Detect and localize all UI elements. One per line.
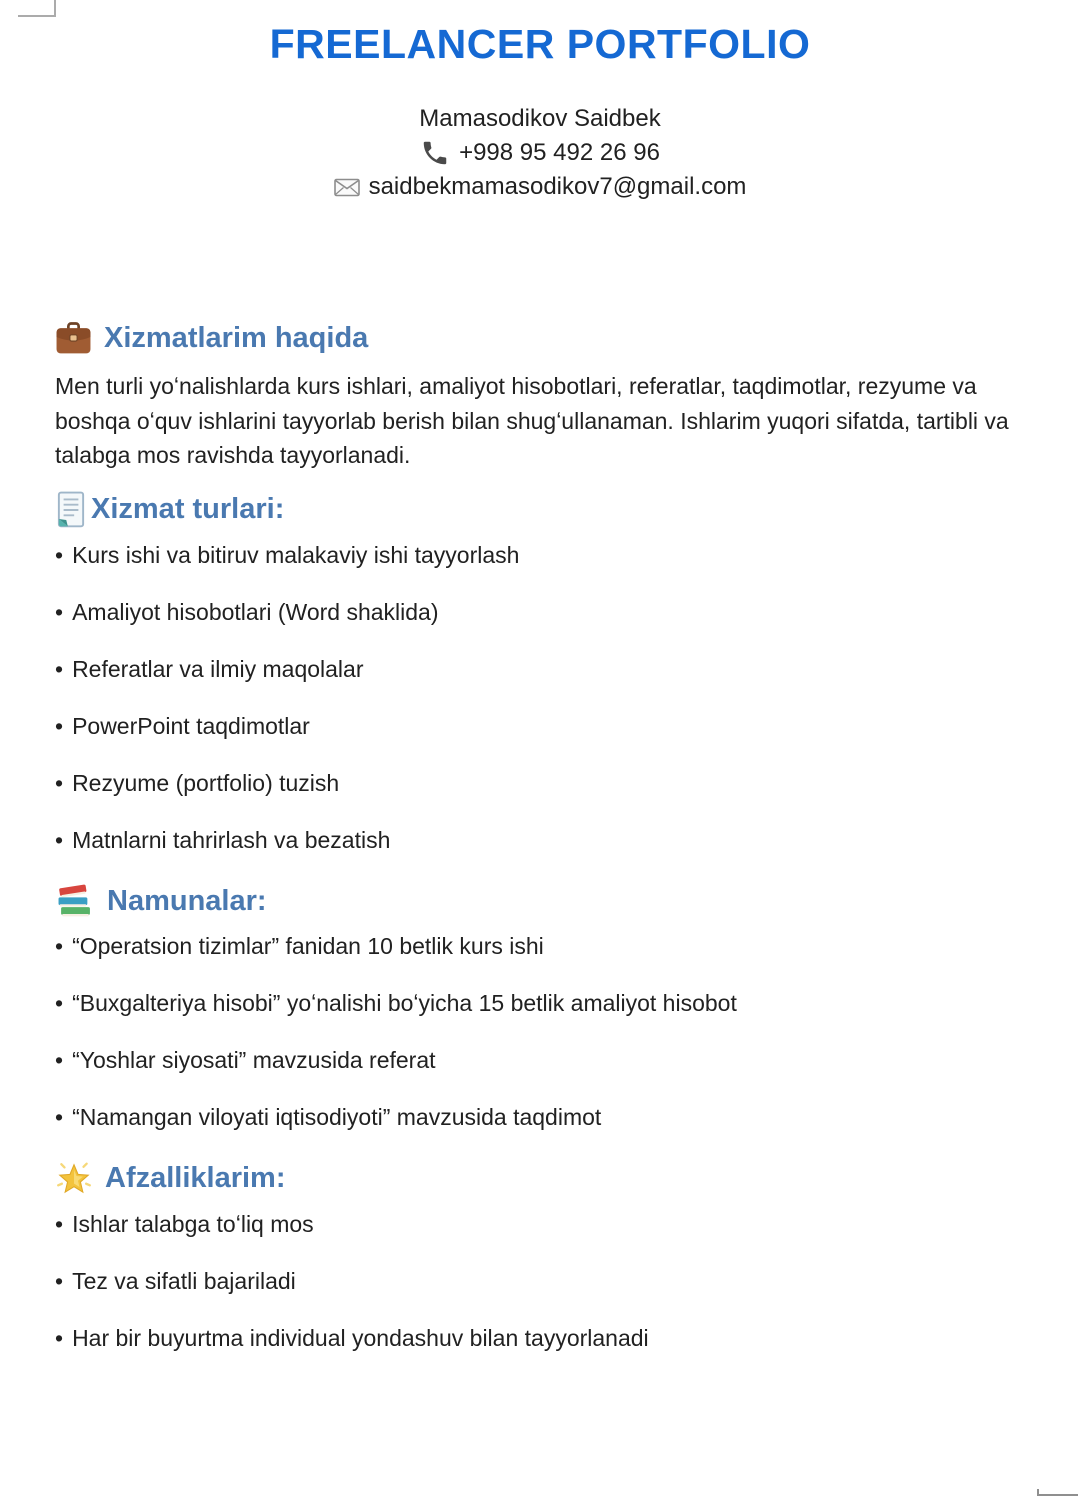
document-icon (55, 491, 87, 529)
list-item (55, 655, 1032, 684)
section-heading-text: Afzalliklarim: (105, 1162, 286, 1194)
text-boundary-mark-top-left (18, 15, 56, 17)
document-body (0, 320, 1080, 1353)
bullet-marker: • (55, 598, 64, 625)
books-icon (55, 884, 95, 919)
text-boundary-mark-bottom-right (1037, 1489, 1039, 1496)
section-heading-text: Xizmatlarim haqida (104, 322, 369, 354)
list-item (55, 1324, 1032, 1353)
list-item-text: PowerPoint taqdimotlar (72, 712, 310, 739)
list-item (55, 598, 1032, 627)
text-boundary-mark-bottom-right (1037, 1494, 1078, 1496)
list-item (55, 712, 1032, 741)
list-item (55, 1210, 1032, 1239)
list-item-text: Tez va sifatli bajariladi (72, 1267, 296, 1294)
list-item-text: Amaliyot hisobotlari (Word shaklida) (72, 598, 439, 625)
contact-phone-line (0, 136, 1080, 170)
glowing-star-icon (55, 1160, 93, 1198)
samples-list (55, 932, 1032, 1132)
list-item-text: Matnlarni tahrirlash va bezatish (72, 826, 391, 853)
bullet-marker: • (55, 655, 64, 682)
section-heading-about (55, 320, 1032, 357)
list-item-text: Referatlar va ilmiy maqolalar (72, 655, 364, 682)
list-item-text: Har bir buyurtma individual yondashuv bilan tayyorlanadi (72, 1324, 649, 1351)
phone-receiver-icon (420, 138, 450, 168)
bullet-marker: • (55, 932, 64, 959)
contact-email-line (0, 170, 1080, 204)
list-item (55, 1267, 1032, 1296)
advantages-list (55, 1210, 1032, 1353)
section-heading-services (55, 491, 1032, 529)
envelope-icon (334, 178, 360, 197)
list-item-text: “Yoshlar siyosati” mavzusida referat (72, 1046, 436, 1073)
contact-phone: +998 95 492 26 96 (459, 139, 660, 166)
list-item-text: Ishlar talabga toʻliq mos (72, 1210, 314, 1237)
section-advantages (55, 1160, 1032, 1353)
list-item-text: “Buxgalteriya hisobi” yoʻnalishi boʻyicha 15 betlik amaliyot hisobot (72, 989, 737, 1016)
list-item (55, 826, 1032, 855)
bullet-marker: • (55, 1046, 64, 1073)
bullet-marker: • (55, 1324, 64, 1351)
list-item (55, 932, 1032, 961)
bullet-marker: • (55, 1103, 64, 1130)
page-title: FREELANCER PORTFOLIO (269, 21, 811, 67)
list-item-text: Kurs ishi va bitiruv malakaviy ishi tayyorlash (72, 541, 520, 568)
section-services (55, 491, 1032, 855)
about-paragraph: Men turli yoʻnalishlarda kurs ishlari, amaliyot hisobotlari, referatlar, taqdimotlar, rezyume va boshqa oʻquv ishlarini tayyorlab berish bilan shugʻullanaman. Ishlarim yuqori sifatda, tartibli va talabga mos ravishda tayyorlanadi. (55, 373, 1009, 468)
list-item-text: Rezyume (portfolio) tuzish (72, 769, 340, 796)
contact-name-line (0, 102, 1080, 136)
list-item (55, 1046, 1032, 1075)
list-item (55, 541, 1032, 570)
briefcase-icon (55, 322, 92, 355)
list-item-text: “Operatsion tizimlar” fanidan 10 betlik kurs ishi (72, 932, 544, 959)
section-heading-text: Xizmat turlari: (91, 493, 285, 525)
contact-block (0, 102, 1080, 204)
contact-email: saidbekmamasodikov7@gmail.com (368, 173, 747, 200)
bullet-marker: • (55, 1210, 64, 1237)
bullet-marker: • (55, 712, 64, 739)
services-list (55, 541, 1032, 855)
text-boundary-mark-top-left (54, 0, 56, 16)
section-about (55, 320, 1032, 473)
list-item (55, 989, 1032, 1018)
bullet-marker: • (55, 826, 64, 853)
section-heading-text: Namunalar: (107, 884, 267, 917)
bullet-marker: • (55, 989, 64, 1016)
list-item (55, 1103, 1032, 1132)
list-item (55, 769, 1032, 798)
section-heading-advantages (55, 1160, 1032, 1198)
bullet-marker: • (55, 1267, 64, 1294)
bullet-marker: • (55, 541, 64, 568)
document-header (0, 20, 1080, 204)
section-samples (55, 883, 1032, 1132)
list-item-text: “Namangan viloyati iqtisodiyoti” mavzusida taqdimot (72, 1103, 602, 1130)
section-heading-samples (55, 883, 1032, 920)
bullet-marker: • (55, 769, 64, 796)
contact-name: Mamasodikov Saidbek (419, 105, 661, 132)
